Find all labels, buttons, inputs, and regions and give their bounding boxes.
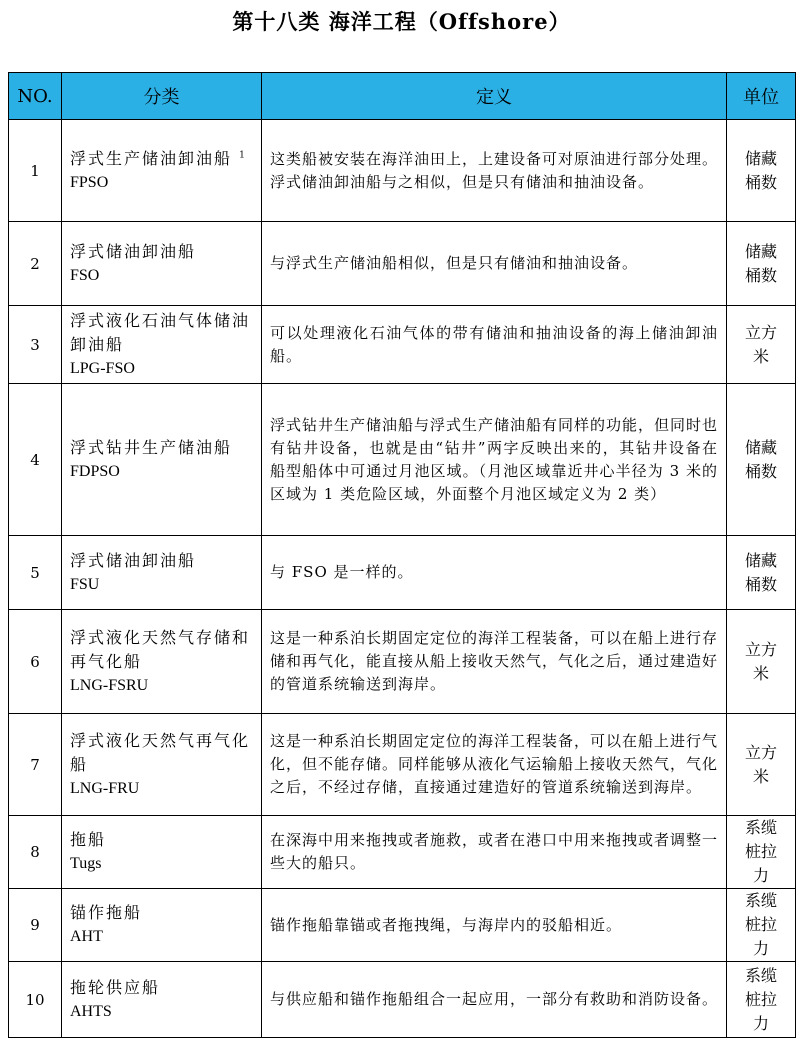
table-row (9, 222, 796, 306)
unit-text: 系缆桩拉力 (744, 818, 777, 885)
category-cell (62, 384, 262, 536)
row-number: 6 (9, 610, 62, 714)
category-en: LPG-FSO (70, 359, 135, 377)
table-row (9, 610, 796, 714)
definition-cell: 可以处理液化石油气体的带有储油和抽油设备的海上储油卸油船。 (262, 306, 727, 384)
category-cn-text: 浮式储油卸油船 (70, 241, 197, 261)
category-en: FSO (70, 266, 100, 284)
table-row (9, 120, 796, 222)
category-en: FDPSO (70, 462, 120, 480)
unit-text: 储藏桶数 (744, 550, 777, 594)
unit-cell (727, 714, 796, 816)
category-cn-text: 浮式钻井生产储油船 (70, 437, 233, 457)
unit-text: 系缆桩拉力 (744, 891, 777, 958)
unit-cell (727, 306, 796, 384)
category-cell (62, 536, 262, 610)
row-number: 7 (9, 714, 62, 816)
category-cn-text: 浮式液化石油气体储油卸油船 (70, 310, 251, 354)
category-en: LNG-FRU (70, 779, 140, 797)
header-definition: 定义 (262, 73, 727, 120)
category-cn-text: 浮式储油卸油船 (70, 550, 197, 570)
row-number: 1 (9, 120, 62, 222)
definition-cell: 锚作拖船靠锚或者拖拽绳，与海岸内的驳船相近。 (262, 889, 727, 962)
row-number: 2 (9, 222, 62, 306)
definition-cell: 这是一种系泊长期固定定位的海洋工程装备，可以在船上进行气化，但不能存储。同样能够从液化气运输船上接收天然气，气化之后，不经过存储，直接通过建造好的管道系统输送到海岸。 (262, 714, 727, 816)
row-number: 4 (9, 384, 62, 536)
category-cell (62, 120, 262, 222)
definition-cell: 与 FSO 是一样的。 (262, 536, 727, 610)
category-cn (70, 729, 253, 777)
table-row (9, 714, 796, 816)
category-cell (62, 610, 262, 714)
category-cn (70, 626, 253, 674)
category-cn-text: 浮式生产储油卸油船 (70, 148, 233, 168)
category-cell (62, 714, 262, 816)
definition-cell: 与供应船和锚作拖船组合一起应用，一部分有救助和消防设备。 (262, 962, 727, 1038)
unit-text: 储藏桶数 (744, 437, 777, 481)
category-en: AHT (70, 928, 103, 945)
page-title: 第十八类 海洋工程（Offshore） (232, 9, 571, 34)
category-cn-text: 浮式液化天然气存储和再气化船 (70, 627, 251, 671)
unit-text: 立方米 (744, 742, 777, 786)
category-cn-text: 浮式液化天然气再气化船 (70, 730, 251, 774)
category-en: FSU (70, 575, 100, 593)
unit-text: 立方米 (744, 639, 777, 683)
unit-cell (727, 120, 796, 222)
row-number: 8 (9, 816, 62, 889)
category-cell (62, 816, 262, 889)
table-row (9, 536, 796, 610)
table-row (9, 962, 796, 1038)
unit-text: 立方米 (744, 322, 777, 366)
category-cn (70, 549, 253, 573)
table-header-row (9, 73, 796, 120)
definition-cell: 这是一种系泊长期固定定位的海洋工程装备，可以在船上进行存储和再气化，能直接从船上接收天然气，气化之后，通过建造好的管道系统输送到海岸。 (262, 610, 727, 714)
offshore-table (8, 72, 796, 1038)
definition-cell: 浮式钻井生产储油船与浮式生产储油船有同样的功能，但同时也有钻井设备，也就是由“钻井”两字反映出来的，其钻井设备在船型船体中可通过月池区域。（月池区域靠近井心半径为 3 米的区域为 1 类危险区域，外面整个月池区域定义为 2 类） (262, 384, 727, 536)
table-row (9, 816, 796, 889)
unit-cell (727, 889, 796, 962)
header-unit: 单位 (727, 73, 796, 120)
unit-text: 储藏桶数 (744, 241, 777, 285)
category-cn (70, 147, 253, 171)
table-row (9, 889, 796, 962)
unit-cell (727, 222, 796, 306)
definition-cell: 在深海中用来拖拽或者施救，或者在港口中用来拖拽或者调整一些大的船只。 (262, 816, 727, 889)
unit-cell (727, 384, 796, 536)
category-cn-text: 拖轮供应船 (70, 977, 161, 997)
header-category: 分类 (62, 73, 262, 120)
category-en: AHTS (70, 1002, 112, 1020)
category-cn (70, 309, 253, 357)
row-number: 3 (9, 306, 62, 384)
unit-cell (727, 610, 796, 714)
category-en: LNG-FSRU (70, 676, 149, 694)
unit-cell (727, 962, 796, 1038)
category-cell (62, 889, 262, 962)
category-cn (70, 828, 253, 852)
row-number: 5 (9, 536, 62, 610)
category-cell (62, 962, 262, 1038)
table-row (9, 306, 796, 384)
definition-cell: 这类船被安装在海洋油田上，上建设备可对原油进行部分处理。浮式储油卸油船与之相似，但是只有储油和抽油设备。 (262, 120, 727, 222)
category-cell (62, 222, 262, 306)
unit-text: 储藏桶数 (744, 148, 777, 192)
header-no: NO. (9, 73, 62, 120)
row-number: 9 (9, 889, 62, 962)
category-cn-text: 拖船 (70, 830, 107, 849)
category-cn (70, 436, 253, 460)
category-cn (70, 240, 253, 264)
footnote-marker: 1 (239, 150, 247, 161)
unit-cell (727, 536, 796, 610)
unit-text: 系缆桩拉力 (744, 965, 777, 1033)
table-row (9, 384, 796, 536)
category-en: FPSO (70, 173, 109, 191)
category-cn (70, 976, 253, 1000)
definition-cell: 与浮式生产储油船相似，但是只有储油和抽油设备。 (262, 222, 727, 306)
category-cn-text: 锚作拖船 (70, 903, 143, 922)
category-en: Tugs (70, 855, 102, 872)
category-cell (62, 306, 262, 384)
row-number: 10 (9, 962, 62, 1038)
unit-cell (727, 816, 796, 889)
category-cn (70, 901, 253, 925)
